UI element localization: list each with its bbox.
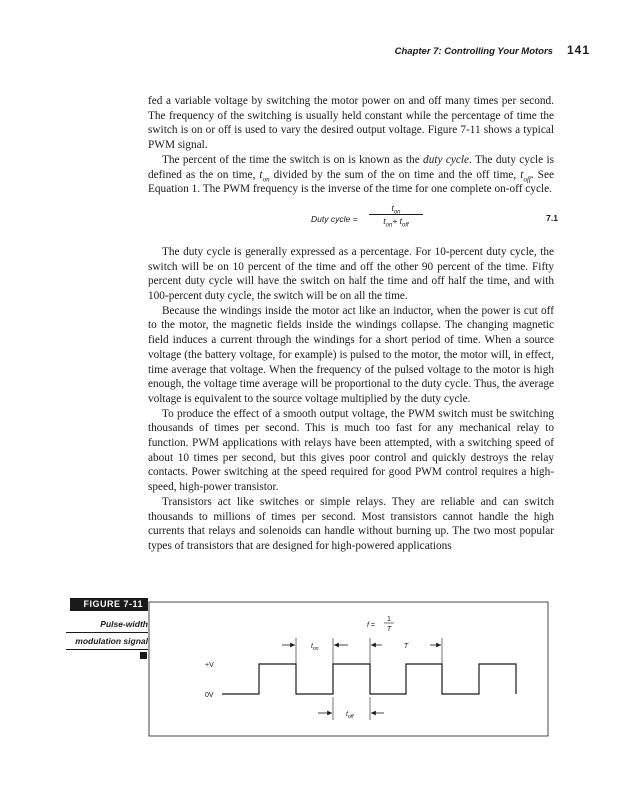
paragraph-5: To produce the effect of a smooth output voltage, the PWM switch must be switching thousands of times per second. This is much too fast for any mechanical relay to function. PWM applications with relays have been attempted, with a switching speed of about 10 times per second, but this gives poor control and quickly destroys the relay contacts. Power switching at the speed required for good PWM control requires a high-speed, high-power transistor. xyxy=(148,407,554,494)
high-level-label: +V xyxy=(205,662,214,669)
equation-lhs: Duty cycle = xyxy=(311,213,358,224)
page-number: 141 xyxy=(566,43,590,57)
duty-cycle-term: duty cycle xyxy=(423,153,470,166)
caption-line-1: Pulse-width xyxy=(66,618,148,633)
paragraph-4: Because the windings inside the motor act like an inductor, when the power is cut off to the motor, the magnetic fields inside the windings collapse. The changing magnetic field induces a current through the windings for a short period of time. When a source voltage (the battery voltage, for example) is pulsed to the motor, the motor will, in effect, time average that voltage. When the frequency of the pulsed voltage to the motor is high enough, the voltage time average will be proportional to the duty cycle. Thus, the average voltage is equivalent to the source voltage multiplied by the duty cycle. xyxy=(148,304,554,405)
chapter-title: Chapter 7: Controlling Your Motors xyxy=(394,46,553,57)
freq-denominator: T xyxy=(386,626,392,633)
toff-label: $t_{off}$ xyxy=(346,711,354,720)
ton-label: $t_{on}$ xyxy=(311,643,319,652)
pwm-waveform xyxy=(222,664,516,694)
freq-numerator: 1 xyxy=(387,616,391,623)
paragraph-6: Transistors act like switches or simple relays. They are reliable and can switch thousands to millions of times per second. Most transistors cannot handle the high currents that relays and solenoids can handle without burning up. The two most popular types of transistors that are designed for high-powered applications xyxy=(148,495,554,552)
low-level-label: 0V xyxy=(205,692,214,699)
paragraph-2: The percent of the time the switch is on is known as the duty cycle. The duty cycle is defined as the on time, $t_{on}$ divided by the sum of the on time and the off time, $t_{off}$. See Equation 1. The PWM frequency is the inverse of the time for one complete on-off cycle. xyxy=(148,153,554,196)
freq-lhs: f = xyxy=(367,622,375,629)
paragraph-1: fed a variable voltage by switching the motor power on and off many times per second. The frequency of the switching is usually held constant while the percentage of time the switch is on or off is used to vary the desired output voltage. Figure 7-11 shows a typical PWM signal. xyxy=(148,95,554,152)
figure-label: FIGURE 7-11 xyxy=(70,598,148,611)
period-label: T xyxy=(403,643,409,650)
equation-number: 7.1 xyxy=(546,212,558,223)
equation-fraction: $t_{on}$ $t_{on}+ t_{off}$ xyxy=(367,202,425,228)
caption-line-2: modulation signal xyxy=(66,635,148,650)
paragraph-3: The duty cycle is generally expressed as a percentage. For 10-percent duty cycle, the switch will be on 10 percent of the time and off the other 90 percent of the time. Fifty percent duty cycle will have the switch on half the time and off half the time, and with 100-percent duty cycle, the switch will be on all the time. xyxy=(148,245,554,303)
